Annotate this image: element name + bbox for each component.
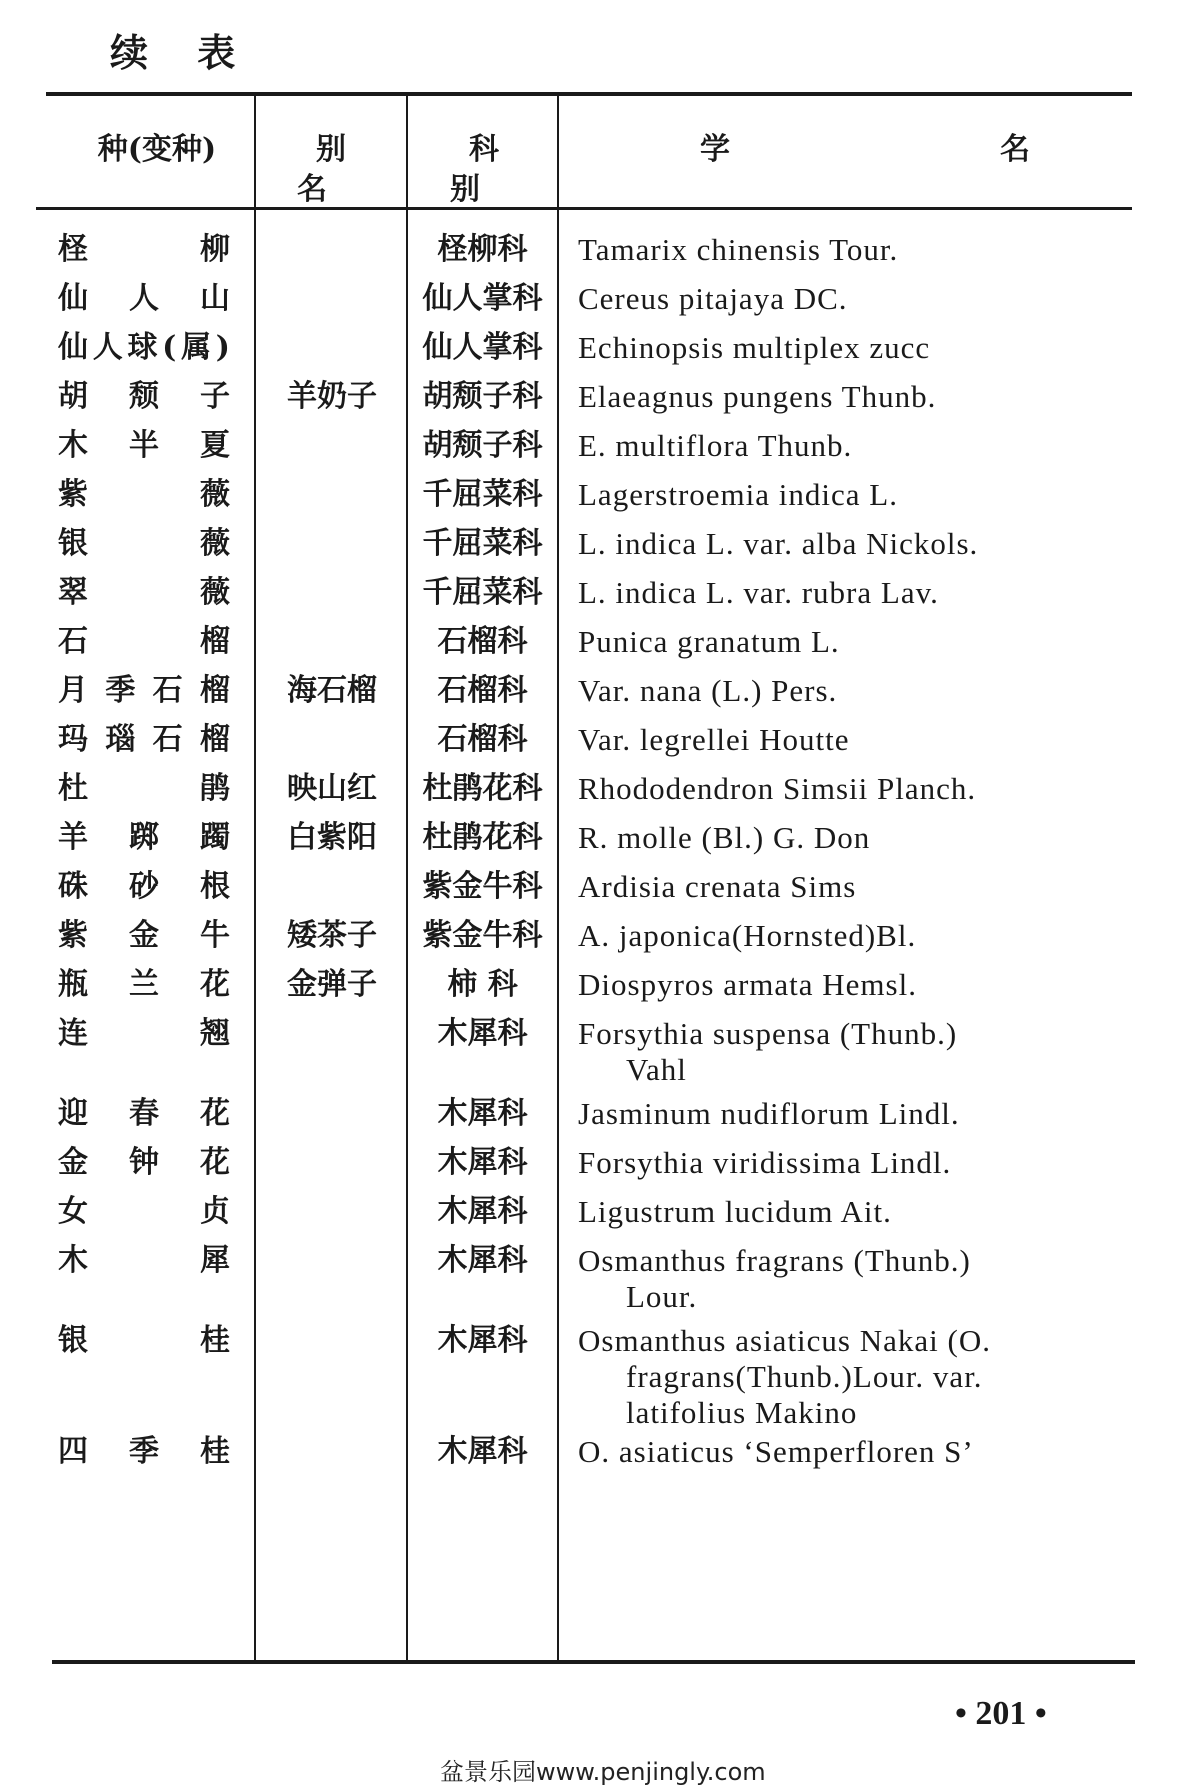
header-scientific-name bbox=[700, 130, 1030, 170]
table-row bbox=[0, 722, 1181, 771]
scientific-name-line: Osmanthus fragrans (Thunb.) bbox=[578, 1243, 971, 1278]
cell-alias: 海石榴 bbox=[287, 673, 377, 708]
cell-scientific-name bbox=[578, 1145, 1133, 1181]
cell-scientific-name bbox=[578, 967, 1133, 1003]
cell-alias: 映山红 bbox=[287, 771, 377, 806]
cell-species: 紫 薇 bbox=[58, 477, 230, 512]
scientific-name-line: Jasminum nudiflorum Lindl. bbox=[578, 1096, 960, 1131]
cell-family: 杜鹃花科 bbox=[422, 771, 543, 806]
scientific-name-line: Tamarix chinensis Tour. bbox=[578, 232, 899, 267]
cell-family: 木犀科 bbox=[437, 1194, 528, 1229]
cell-scientific-name bbox=[578, 477, 1133, 513]
cell-family: 木犀科 bbox=[437, 1434, 528, 1469]
header-family: 科 别 bbox=[450, 132, 537, 207]
cell-species: 柽 柳 bbox=[58, 232, 230, 267]
table-row bbox=[0, 967, 1181, 1016]
table-row bbox=[0, 232, 1181, 281]
cell-species: 四季桂 bbox=[58, 1434, 230, 1469]
header-alias: 别 名 bbox=[297, 132, 384, 207]
cell-alias: 白紫阳 bbox=[287, 820, 377, 855]
cell-species: 金钟花 bbox=[58, 1145, 230, 1180]
cell-species: 迎春花 bbox=[58, 1096, 230, 1131]
cell-family: 千屈菜科 bbox=[422, 575, 543, 610]
scientific-name-line: Ligustrum lucidum Ait. bbox=[578, 1194, 892, 1229]
cell-species: 羊踯躅 bbox=[58, 820, 230, 855]
table-row bbox=[0, 330, 1181, 379]
scientific-name-line: fragrans(Thunb.)Lour. var. bbox=[626, 1359, 983, 1394]
cell-family: 柿 科 bbox=[447, 967, 518, 1002]
table-row bbox=[0, 771, 1181, 820]
scientific-name-line: Elaeagnus pungens Thunb. bbox=[578, 379, 937, 414]
cell-scientific-name bbox=[578, 1323, 1133, 1431]
header-scientific-left: 学 bbox=[700, 132, 730, 167]
cell-species: 女 贞 bbox=[58, 1194, 230, 1229]
cell-scientific-name bbox=[578, 624, 1133, 660]
scientific-name-line: Rhododendron Simsii Planch. bbox=[578, 771, 977, 806]
continued-table-label: 续 表 bbox=[110, 30, 254, 75]
cell-scientific-name bbox=[578, 232, 1133, 268]
cell-scientific-name bbox=[578, 575, 1133, 611]
cell-family: 胡颓子科 bbox=[422, 428, 543, 463]
cell-family: 木犀科 bbox=[437, 1096, 528, 1131]
cell-family: 仙人掌科 bbox=[422, 330, 543, 365]
cell-species: 玛瑙石榴 bbox=[58, 722, 230, 757]
cell-scientific-name bbox=[578, 1016, 1133, 1088]
cell-family: 千屈菜科 bbox=[422, 477, 543, 512]
cell-family: 木犀科 bbox=[437, 1243, 528, 1278]
cell-family: 仙人掌科 bbox=[422, 281, 543, 316]
cell-species: 石 榴 bbox=[58, 624, 230, 659]
cell-family: 石榴科 bbox=[437, 722, 528, 757]
cell-family: 石榴科 bbox=[437, 624, 528, 659]
cell-scientific-name bbox=[578, 918, 1133, 954]
cell-family: 石榴科 bbox=[437, 673, 528, 708]
cell-scientific-name bbox=[578, 869, 1133, 905]
table-row bbox=[0, 624, 1181, 673]
cell-family: 胡颓子科 bbox=[422, 379, 543, 414]
cell-scientific-name bbox=[578, 722, 1133, 758]
scientific-name-line: Echinopsis multiplex zucc bbox=[578, 330, 931, 365]
cell-species: 紫金牛 bbox=[58, 918, 230, 953]
cell-alias: 羊奶子 bbox=[287, 379, 377, 414]
table-row bbox=[0, 918, 1181, 967]
table-row bbox=[0, 1145, 1181, 1194]
cell-scientific-name bbox=[578, 1434, 1133, 1470]
cell-family: 柽柳科 bbox=[437, 232, 528, 267]
table-row bbox=[0, 1323, 1181, 1434]
table-row bbox=[0, 477, 1181, 526]
scientific-name-line: Cereus pitajaya DC. bbox=[578, 281, 848, 316]
table-row bbox=[0, 575, 1181, 624]
table-row bbox=[0, 673, 1181, 722]
table-row bbox=[0, 1096, 1181, 1145]
cell-family: 木犀科 bbox=[437, 1145, 528, 1180]
cell-alias: 金弹子 bbox=[287, 967, 377, 1002]
page-number: • 201 • bbox=[955, 1695, 1047, 1732]
cell-scientific-name bbox=[578, 673, 1133, 709]
cell-species: 月季石榴 bbox=[58, 673, 230, 708]
header-species: 种(变种) bbox=[97, 132, 217, 167]
scientific-name-line: Var. nana (L.) Pers. bbox=[578, 673, 838, 708]
cell-species: 银 薇 bbox=[58, 526, 230, 561]
scientific-name-line: A. japonica(Hornsted)Bl. bbox=[578, 918, 917, 953]
scientific-name-line: Lour. bbox=[626, 1279, 698, 1314]
cell-family: 紫金牛科 bbox=[422, 869, 543, 904]
cell-species: 连 翘 bbox=[58, 1016, 230, 1051]
scientific-name-line: L. indica L. var. alba Nickols. bbox=[578, 526, 979, 561]
cell-species: 硃砂根 bbox=[58, 869, 230, 904]
cell-species: 杜 鹃 bbox=[58, 771, 230, 806]
scientific-name-line: O. asiaticus ‘Semperfloren S’ bbox=[578, 1434, 974, 1469]
cell-alias: 矮茶子 bbox=[287, 918, 377, 953]
scientific-name-line: E. multiflora Thunb. bbox=[578, 428, 853, 463]
table-row bbox=[0, 869, 1181, 918]
site-watermark: 盆景乐园www.penjingly.com bbox=[440, 1758, 766, 1786]
cell-scientific-name bbox=[578, 1243, 1133, 1315]
table-row bbox=[0, 526, 1181, 575]
cell-scientific-name bbox=[578, 1096, 1133, 1132]
table-header-rule bbox=[36, 207, 1132, 210]
scientific-name-line: R. molle (Bl.) G. Don bbox=[578, 820, 871, 855]
scientific-name-line: Ardisia crenata Sims bbox=[578, 869, 857, 904]
table-row bbox=[0, 428, 1181, 477]
cell-scientific-name bbox=[578, 771, 1133, 807]
header-scientific-right: 名 bbox=[1000, 132, 1030, 167]
cell-scientific-name bbox=[578, 428, 1133, 464]
table-body bbox=[0, 232, 1181, 1483]
cell-species: 翠 薇 bbox=[58, 575, 230, 610]
cell-family: 杜鹃花科 bbox=[422, 820, 543, 855]
cell-family: 紫金牛科 bbox=[422, 918, 543, 953]
cell-family: 木犀科 bbox=[437, 1016, 528, 1051]
scientific-name-line: latifolius Makino bbox=[626, 1395, 858, 1430]
cell-species: 银 桂 bbox=[58, 1323, 230, 1358]
cell-species: 木 犀 bbox=[58, 1243, 230, 1278]
cell-family: 木犀科 bbox=[437, 1323, 528, 1358]
table-row bbox=[0, 1016, 1181, 1096]
scientific-name-line: Lagerstroemia indica L. bbox=[578, 477, 898, 512]
scientific-name-line: Punica granatum L. bbox=[578, 624, 840, 659]
table-row bbox=[0, 1194, 1181, 1243]
cell-scientific-name bbox=[578, 330, 1133, 366]
table-row bbox=[0, 281, 1181, 330]
cell-species: 胡颓子 bbox=[58, 379, 230, 414]
cell-species: 仙人球(属) bbox=[58, 330, 230, 365]
cell-family: 千屈菜科 bbox=[422, 526, 543, 561]
scientific-name-line: Diospyros armata Hemsl. bbox=[578, 967, 917, 1002]
cell-scientific-name bbox=[578, 281, 1133, 317]
cell-species: 仙人山 bbox=[58, 281, 230, 316]
table-row bbox=[0, 1243, 1181, 1323]
scientific-name-line: Osmanthus asiaticus Nakai (O. bbox=[578, 1323, 991, 1358]
scientific-name-line: Forsythia suspensa (Thunb.) bbox=[578, 1016, 958, 1051]
cell-species: 瓶兰花 bbox=[58, 967, 230, 1002]
scientific-name-line: Vahl bbox=[626, 1052, 687, 1087]
table-bottom-rule bbox=[52, 1660, 1135, 1664]
cell-scientific-name bbox=[578, 526, 1133, 562]
table-top-rule bbox=[46, 92, 1132, 96]
table-row bbox=[0, 820, 1181, 869]
table-row bbox=[0, 1434, 1181, 1483]
cell-species: 木半夏 bbox=[58, 428, 230, 463]
cell-scientific-name bbox=[578, 820, 1133, 856]
scientific-name-line: Forsythia viridissima Lindl. bbox=[578, 1145, 952, 1180]
scientific-name-line: L. indica L. var. rubra Lav. bbox=[578, 575, 939, 610]
cell-scientific-name bbox=[578, 379, 1133, 415]
scientific-name-line: Var. legrellei Houtte bbox=[578, 722, 850, 757]
cell-scientific-name bbox=[578, 1194, 1133, 1230]
table-row bbox=[0, 379, 1181, 428]
